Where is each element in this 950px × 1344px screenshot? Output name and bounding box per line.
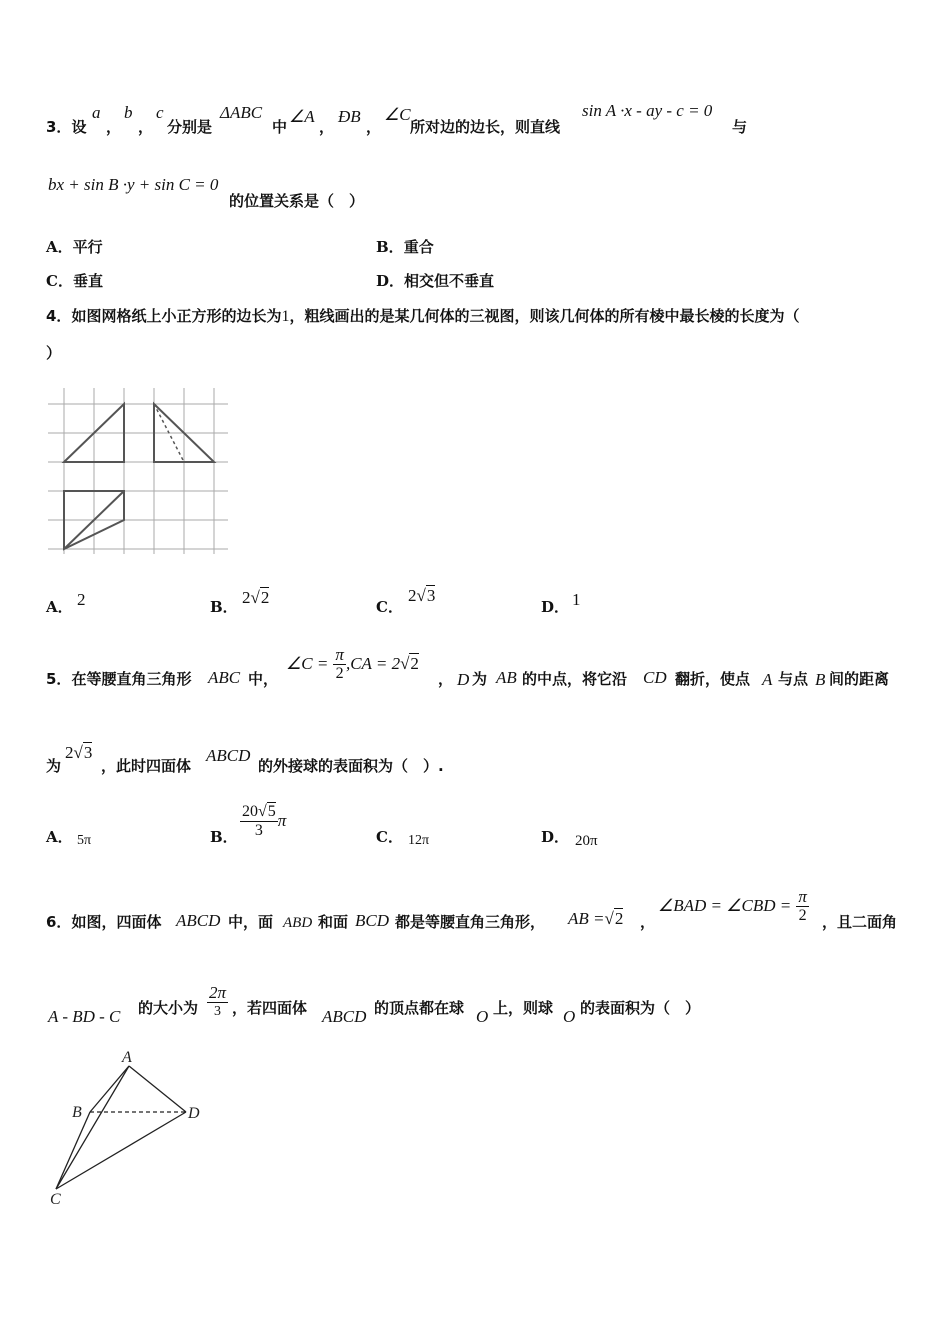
edge-bc bbox=[56, 1112, 90, 1189]
q3-angle-b: ÐB bbox=[338, 107, 361, 126]
q6-number: 6． bbox=[46, 913, 72, 931]
q4-number: 4． bbox=[46, 307, 72, 325]
vertex-c-label: C bbox=[50, 1191, 61, 1206]
q3-triangle: ΔABC bbox=[220, 103, 263, 122]
q6-ab-length: AB =√2 bbox=[568, 909, 624, 928]
q6-angle-condition: ∠BAD = ∠CBD = $\frac{\pi}{2}$ bbox=[658, 887, 807, 924]
q4-option-b-value: 2√2 bbox=[242, 588, 270, 607]
q4-line1: 4．如图网格纸上小正方形的边长为1，粗线画出的是某几何体的三视图，则该几何体的所有棱中最长棱的长度为（ bbox=[46, 307, 800, 325]
q4-three-view-figure bbox=[46, 386, 232, 558]
q4-option-c[interactable]: C． bbox=[376, 598, 403, 616]
q3-line-eq-2: bx + sin B ·y + sin C = 0 bbox=[48, 175, 219, 194]
q4-option-c-value: 2√3 bbox=[408, 586, 436, 605]
q3-option-c[interactable]: C．垂直 bbox=[46, 272, 103, 290]
q3-option-b[interactable]: B．重合 bbox=[376, 238, 434, 256]
q5-distance: 2√3 bbox=[65, 743, 93, 762]
q3-angle-c: ∠C bbox=[384, 105, 411, 124]
q5-option-d[interactable]: D． bbox=[541, 828, 570, 846]
vertex-a-label: A bbox=[122, 1049, 132, 1066]
q4-option-b[interactable]: B． bbox=[210, 598, 238, 616]
edge-ab bbox=[90, 1066, 129, 1112]
q3-var-b: b bbox=[124, 103, 133, 122]
q3-line1: 3．设 bbox=[46, 118, 87, 136]
q5-condition: ∠C = $\frac{\pi}{2}$ ,CA = 2√2 bbox=[286, 645, 419, 682]
q4-option-a[interactable]: A． bbox=[46, 598, 73, 616]
q3-angle-a: ∠A bbox=[289, 107, 315, 126]
vertex-b-label: B bbox=[72, 1104, 82, 1121]
grid-lines bbox=[48, 388, 228, 554]
q6-dihedral: A - BD - C bbox=[48, 1007, 121, 1026]
q3-option-a[interactable]: A．平行 bbox=[46, 238, 103, 256]
q5-option-a[interactable]: A． bbox=[46, 828, 73, 846]
q3-number: 3． bbox=[46, 118, 72, 136]
q3-var-a: a bbox=[92, 103, 101, 122]
q3-option-d[interactable]: D．相交但不垂直 bbox=[376, 272, 495, 290]
q3-var-c: c bbox=[156, 103, 164, 122]
q5-option-b-value: $\frac{20√5}{3}$ π bbox=[242, 803, 287, 839]
q6-dihedral-value: $\frac{2\pi}{3}$ bbox=[209, 983, 227, 1019]
q5-option-c[interactable]: C． bbox=[376, 828, 403, 846]
q5-option-b[interactable]: B． bbox=[210, 828, 238, 846]
q5-line1: 5．在等腰直角三角形 bbox=[46, 670, 192, 688]
q5-number: 5． bbox=[46, 670, 72, 688]
q4-option-d[interactable]: D． bbox=[541, 598, 570, 616]
edge-ad bbox=[129, 1066, 186, 1112]
q6-tetrahedron-figure bbox=[46, 1046, 226, 1206]
vertex-d-label: D bbox=[188, 1105, 200, 1122]
edge-ac bbox=[56, 1066, 129, 1189]
q6-line1: 6．如图，四面体 bbox=[46, 913, 162, 931]
q3-line-eq-1: sin A ·x - ay - c = 0 bbox=[582, 101, 713, 120]
edge-cd bbox=[56, 1112, 186, 1189]
